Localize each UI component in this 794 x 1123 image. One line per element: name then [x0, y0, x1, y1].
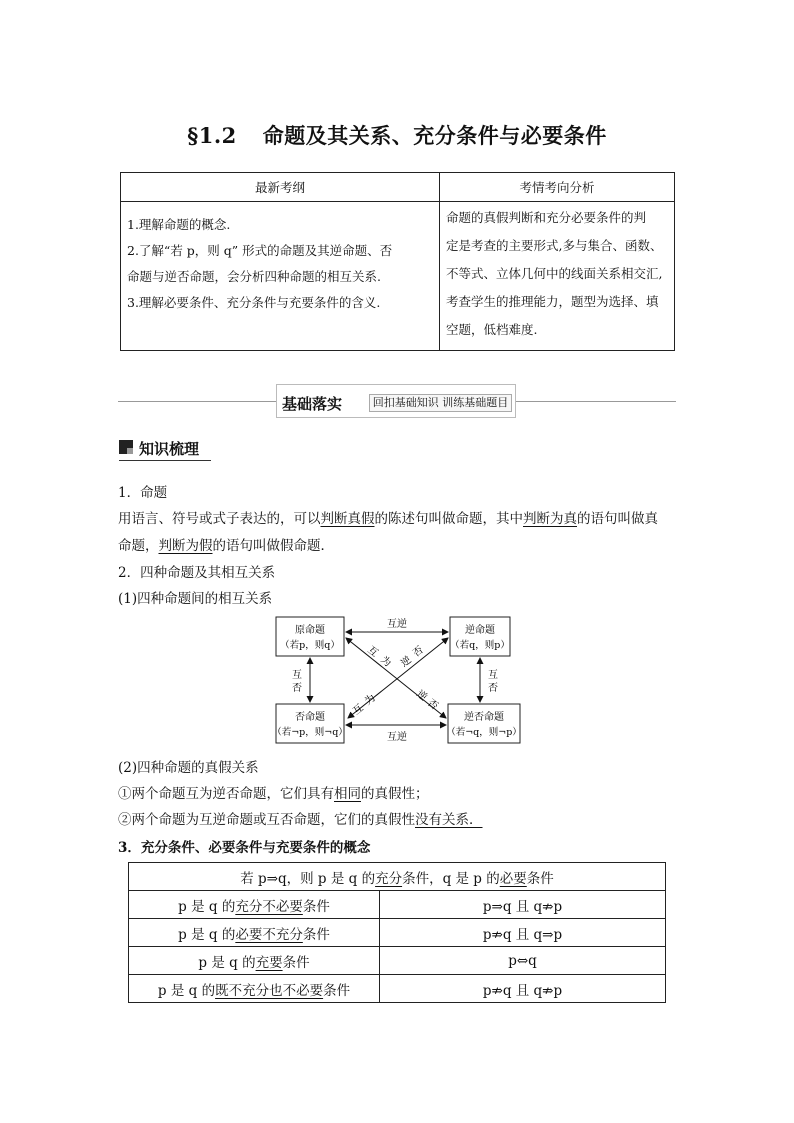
- diag-label-fou-1: 否: [411, 644, 426, 660]
- text: 的语句叫做真: [577, 511, 658, 527]
- table-row: [129, 891, 666, 919]
- condition-name: [129, 891, 380, 919]
- text: 条件: [302, 898, 330, 915]
- s2-sub1: (1)四种命题间的相互关系: [118, 591, 273, 607]
- box-converse-line1: 逆命题: [465, 625, 495, 636]
- text: 命题，: [118, 538, 159, 554]
- banner-title: 基础落实: [282, 395, 343, 413]
- text: 若 p⇒q，则 p 是 q 的: [240, 870, 376, 887]
- blank-answer: 必要不充分: [235, 926, 303, 943]
- blank-answer: 充分不必要: [235, 898, 303, 915]
- condition-relation: p⇏q 且 q⇒p: [380, 919, 666, 947]
- syllabus-line: 1.理解命题的概念.: [127, 217, 231, 232]
- s2-sub2: (2)四种命题的真假关系: [118, 760, 259, 776]
- text: 条件: [526, 870, 554, 887]
- s1-title: 1．命题: [118, 485, 168, 501]
- text: p 是 q 的: [198, 954, 256, 971]
- heading-underline: [119, 460, 211, 461]
- table-row: [129, 947, 666, 975]
- s3-title: 3．充分条件、必要条件与充要条件的概念: [118, 840, 371, 856]
- diag-label-wei-2: 为: [363, 692, 378, 708]
- label-right-2: 否: [488, 683, 498, 694]
- analysis-line: 命题的真假判断和充分必要条件的判: [446, 210, 647, 225]
- label-left-2: 否: [292, 683, 302, 694]
- text: 条件，q 是 p 的: [402, 870, 500, 887]
- condition-table: [128, 862, 666, 1003]
- syllabus-line: 命题与逆否命题，会分析四种命题的相互关系.: [127, 269, 381, 284]
- section-number: §1.2: [187, 123, 237, 148]
- analysis-line: 不等式、立体几何中的线面关系相交汇,: [446, 266, 663, 281]
- four-propositions-diagram: [270, 608, 535, 748]
- diag-label-wei-1: 为: [378, 654, 393, 670]
- diag-label-hu-1: 互: [365, 644, 380, 660]
- blank-answer: 充分: [375, 870, 403, 887]
- page-title: [0, 120, 794, 150]
- diag-label-hu-2: 互: [351, 702, 366, 718]
- blank-answer: 没有关系．: [415, 812, 483, 828]
- s1-line2: [118, 534, 334, 554]
- text: 用语言、符号或式子表达的，可以: [118, 511, 321, 527]
- outline-header-analysis: 考情考向分析: [440, 173, 675, 202]
- text: 的陈述句叫做命题，其中: [374, 511, 523, 527]
- condition-relation: p⇔q: [380, 947, 666, 975]
- text: p 是 q 的: [178, 898, 236, 915]
- box-original-line1: 原命题: [295, 625, 325, 636]
- box-converse-line2: （若q，则p）: [450, 640, 510, 651]
- analysis-line: 考查学生的推理能力，题型为选择、填: [446, 294, 659, 309]
- box-contra-line1: 逆否命题: [464, 712, 504, 723]
- box-inverse-line1: 否命题: [295, 712, 325, 723]
- analysis-line: 定是考查的主要形式,多与集合、函数、: [446, 238, 663, 253]
- label-right-1: 互: [488, 670, 498, 681]
- text: p 是 q 的: [178, 926, 236, 943]
- analysis-line: 空题，低档难度.: [446, 322, 538, 337]
- blank-answer: 充要: [255, 954, 283, 971]
- blank-answer: 必要: [499, 870, 527, 887]
- table-row: [129, 975, 666, 1003]
- banner-subtitle: 回扣基础知识 训练基础题目: [369, 394, 512, 412]
- diag-label-fou-2: 否: [425, 697, 440, 713]
- box-inverse-line2: （若¬p，则¬q）: [272, 727, 348, 738]
- condition-name: [129, 919, 380, 947]
- s2-item2: [118, 808, 483, 828]
- syllabus-cell: [121, 202, 440, 351]
- box-contra-line2: （若¬q，则¬p）: [446, 727, 522, 738]
- analysis-cell: [440, 202, 675, 351]
- syllabus-line: 3.理解必要条件、充分条件与充要条件的含义.: [127, 295, 381, 310]
- blank-answer: 相同: [334, 786, 361, 802]
- condition-relation: p⇒q 且 q⇏p: [380, 891, 666, 919]
- text: 的语句叫做假命题．: [212, 538, 334, 554]
- blank-answer: 判断为真: [523, 511, 577, 527]
- s1-line1: [118, 507, 658, 527]
- blank-answer: 既不充分也不必要: [215, 982, 324, 999]
- outline-table: [120, 172, 675, 351]
- diag-label-ni-2: 逆: [414, 688, 429, 704]
- text: ①两个命题互为逆否命题，它们具有: [118, 786, 334, 802]
- label-bottom: 互逆: [387, 732, 407, 743]
- blank-answer: 判断为假: [158, 538, 213, 554]
- label-left-1: 互: [292, 670, 302, 681]
- blank-answer: 判断真假: [320, 511, 375, 527]
- text: 条件: [323, 982, 351, 999]
- title-text: 命题及其关系、充分条件与必要条件: [262, 123, 607, 148]
- condition-name: [129, 975, 380, 1003]
- text: 条件: [282, 954, 310, 971]
- outline-header-syllabus: 最新考纲: [121, 173, 440, 202]
- text: p 是 q 的: [157, 982, 216, 999]
- condition-relation: p⇏q 且 q⇏p: [380, 975, 666, 1003]
- syllabus-line: 2.了解“若 p，则 q” 形式的命题及其逆命题、否: [127, 243, 393, 258]
- text: 的真假性；: [361, 786, 429, 802]
- condition-header: [129, 863, 666, 891]
- box-original-line2: （若p，则q）: [280, 640, 340, 651]
- text: ②两个命题为互逆命题或互否命题，它们的真假性: [118, 812, 415, 828]
- text: 条件: [302, 926, 330, 943]
- square-bullet-icon: [119, 440, 133, 454]
- table-row: [129, 919, 666, 947]
- s2-item1: [118, 782, 429, 802]
- s2-title: 2．四种命题及其相互关系: [118, 565, 276, 581]
- label-top: 互逆: [387, 619, 407, 630]
- diag-label-ni-1: 逆: [399, 654, 414, 670]
- condition-name: [129, 947, 380, 975]
- knowledge-heading: 知识梳理: [139, 440, 200, 458]
